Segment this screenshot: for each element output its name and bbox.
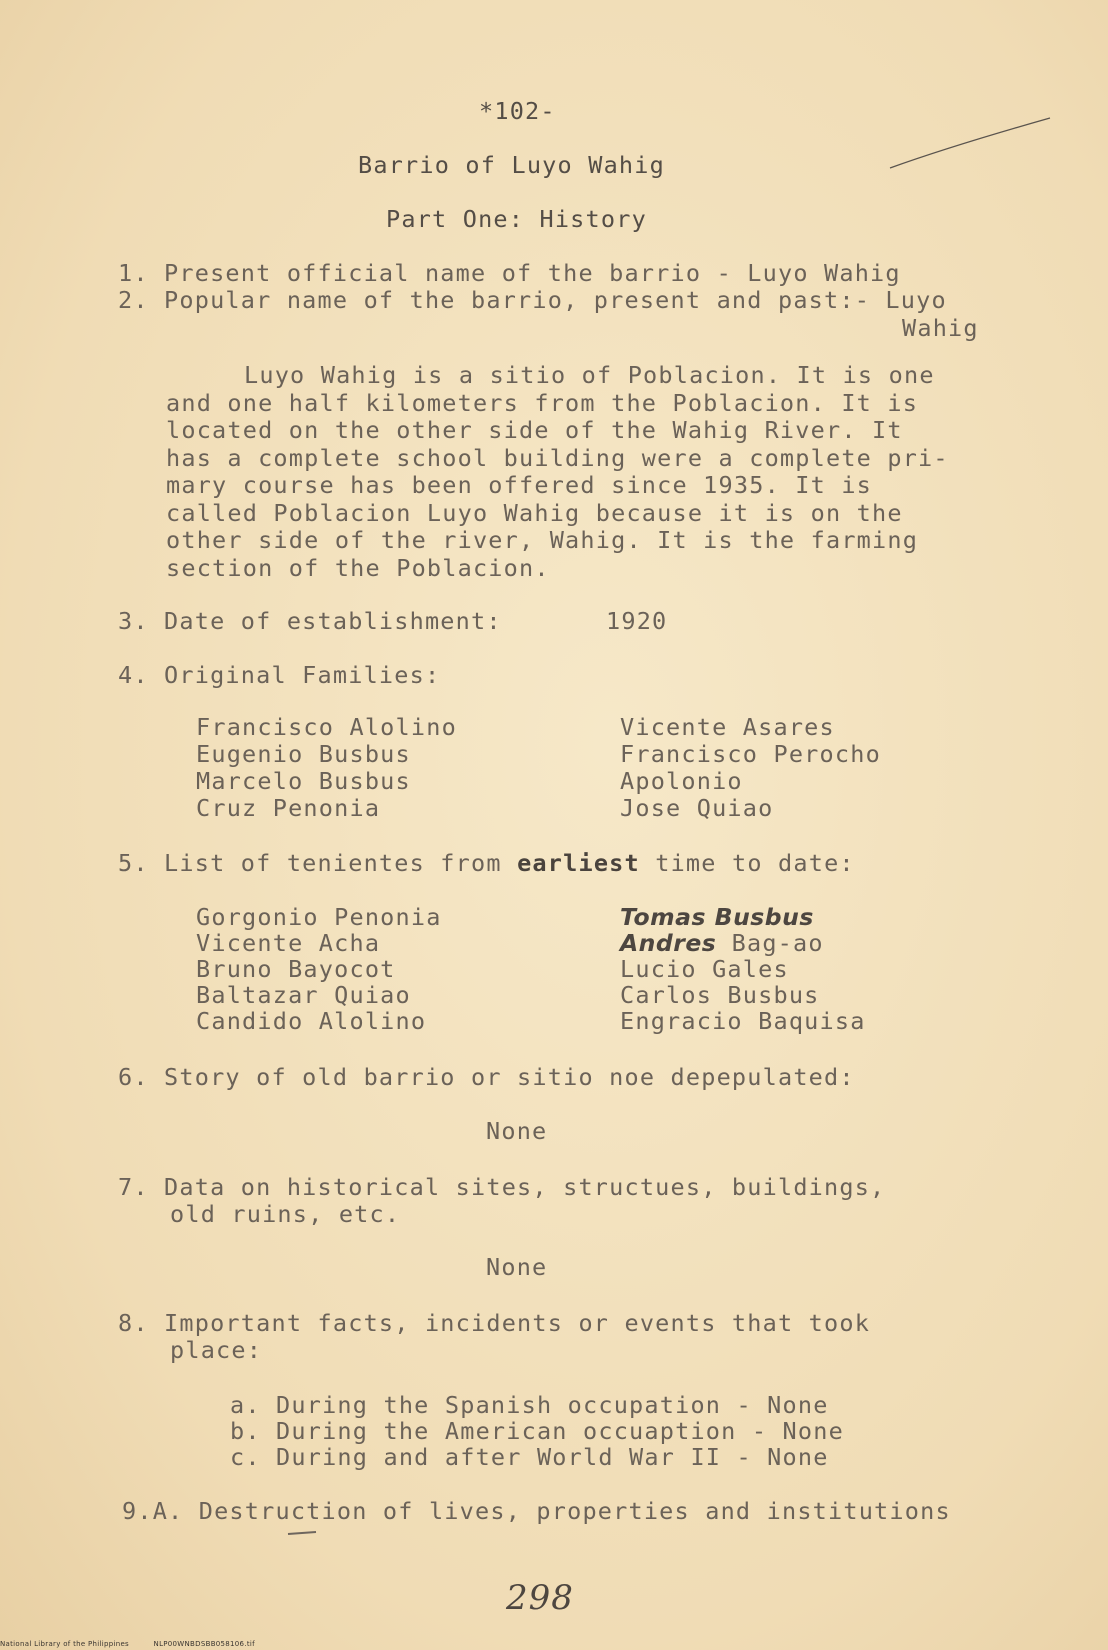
paragraph-line: has a complete school building were a complete pri- xyxy=(166,443,949,472)
item-9: 9.A. Destruction of lives, properties and institutions xyxy=(122,1497,951,1525)
handwritten-page-number: 298 xyxy=(506,1578,574,1618)
scan-footer xyxy=(0,1640,277,1648)
history-paragraph xyxy=(166,362,949,582)
teniente-name: Baltazar Quiao xyxy=(196,981,411,1009)
item-2-continuation: Wahig xyxy=(902,314,979,342)
family-name: Vicente Asares xyxy=(620,713,835,741)
item-8-subitem: b. During the American occuaption - None xyxy=(230,1417,844,1445)
teniente-first-handwritten: Andres xyxy=(620,929,717,957)
pen-dash xyxy=(288,1532,316,1534)
paragraph-line: called Poblacion Luyo Wahig because it is on the xyxy=(166,498,903,527)
teniente-name: Engracio Baquisa xyxy=(620,1007,866,1035)
paragraph-line: mary course has been offered since 1935. It is xyxy=(166,471,873,499)
item-6-label: 6. Story of old barrio or sitio noe depepulated: xyxy=(118,1063,855,1091)
item-5-label-end: time to date: xyxy=(655,849,855,877)
item-7-value: None xyxy=(486,1253,548,1281)
family-name: Francisco Alolino xyxy=(196,713,457,741)
item-5-label-bold: earliest xyxy=(517,849,640,877)
item-3-label: 3. Date of establishment: xyxy=(118,607,502,635)
item-7-line: 7. Data on historical sites, structues, buildings, xyxy=(118,1173,886,1201)
teniente-name: Vicente Acha xyxy=(196,929,381,957)
item-8-subitem: c. During and after World War II - None xyxy=(230,1443,829,1471)
family-name: Jose Quiao xyxy=(620,794,774,822)
paragraph-line: other side of the river, Wahig. It is the farming xyxy=(166,526,919,554)
paragraph-line: section of the Poblacion. xyxy=(166,553,550,582)
part-title: Part One: History xyxy=(386,205,647,233)
item-5-label-start: 5. List of tenientes from xyxy=(118,849,502,877)
item-7-line: old ruins, etc. xyxy=(170,1200,401,1228)
family-name: Apolonio xyxy=(620,767,743,795)
item-2: 2. Popular name of the barrio, present and past:- Luyo xyxy=(118,286,947,314)
item-6-value: None xyxy=(486,1117,548,1145)
page-number: *102- xyxy=(479,97,556,125)
teniente-name: Lucio Gales xyxy=(620,955,789,983)
footer-library: National Library of the Philippines xyxy=(0,1640,129,1648)
teniente-name: Carlos Busbus xyxy=(620,981,820,1009)
paragraph-line: and one half kilometers from the Poblacion. It is xyxy=(166,388,919,417)
teniente-name xyxy=(620,930,824,957)
item-8-subitem: a. During the Spanish occupation - None xyxy=(230,1391,829,1419)
paragraph-line: located on the other side of the Wahig River. It xyxy=(166,416,903,444)
teniente-name: Bruno Bayocot xyxy=(196,955,396,983)
teniente-surname: Bag-ao xyxy=(731,929,824,957)
pen-stroke xyxy=(890,118,1050,168)
item-5-label xyxy=(118,850,855,877)
family-name: Francisco Perocho xyxy=(620,740,881,768)
item-4-label: 4. Original Families: xyxy=(118,661,441,689)
item-8-line: place: xyxy=(170,1336,263,1364)
family-name: Cruz Penonia xyxy=(196,794,381,822)
item-1: 1. Present official name of the barrio - Luyo Wahig xyxy=(118,259,901,287)
teniente-name-handwritten: Tomas Busbus xyxy=(620,903,814,931)
document-title: Barrio of Luyo Wahig xyxy=(358,151,665,179)
family-name: Marcelo Busbus xyxy=(196,767,411,795)
footer-file: NLP00WNBDSBB058106.tif xyxy=(153,1640,255,1648)
item-8-line: 8. Important facts, incidents or events that took xyxy=(118,1309,871,1337)
item-3-value: 1920 xyxy=(606,607,668,635)
paragraph-line: Luyo Wahig is a sitio of Poblacion. It is one xyxy=(244,361,935,389)
family-name: Eugenio Busbus xyxy=(196,740,411,768)
teniente-name: Candido Alolino xyxy=(196,1007,427,1035)
teniente-name: Gorgonio Penonia xyxy=(196,903,442,931)
